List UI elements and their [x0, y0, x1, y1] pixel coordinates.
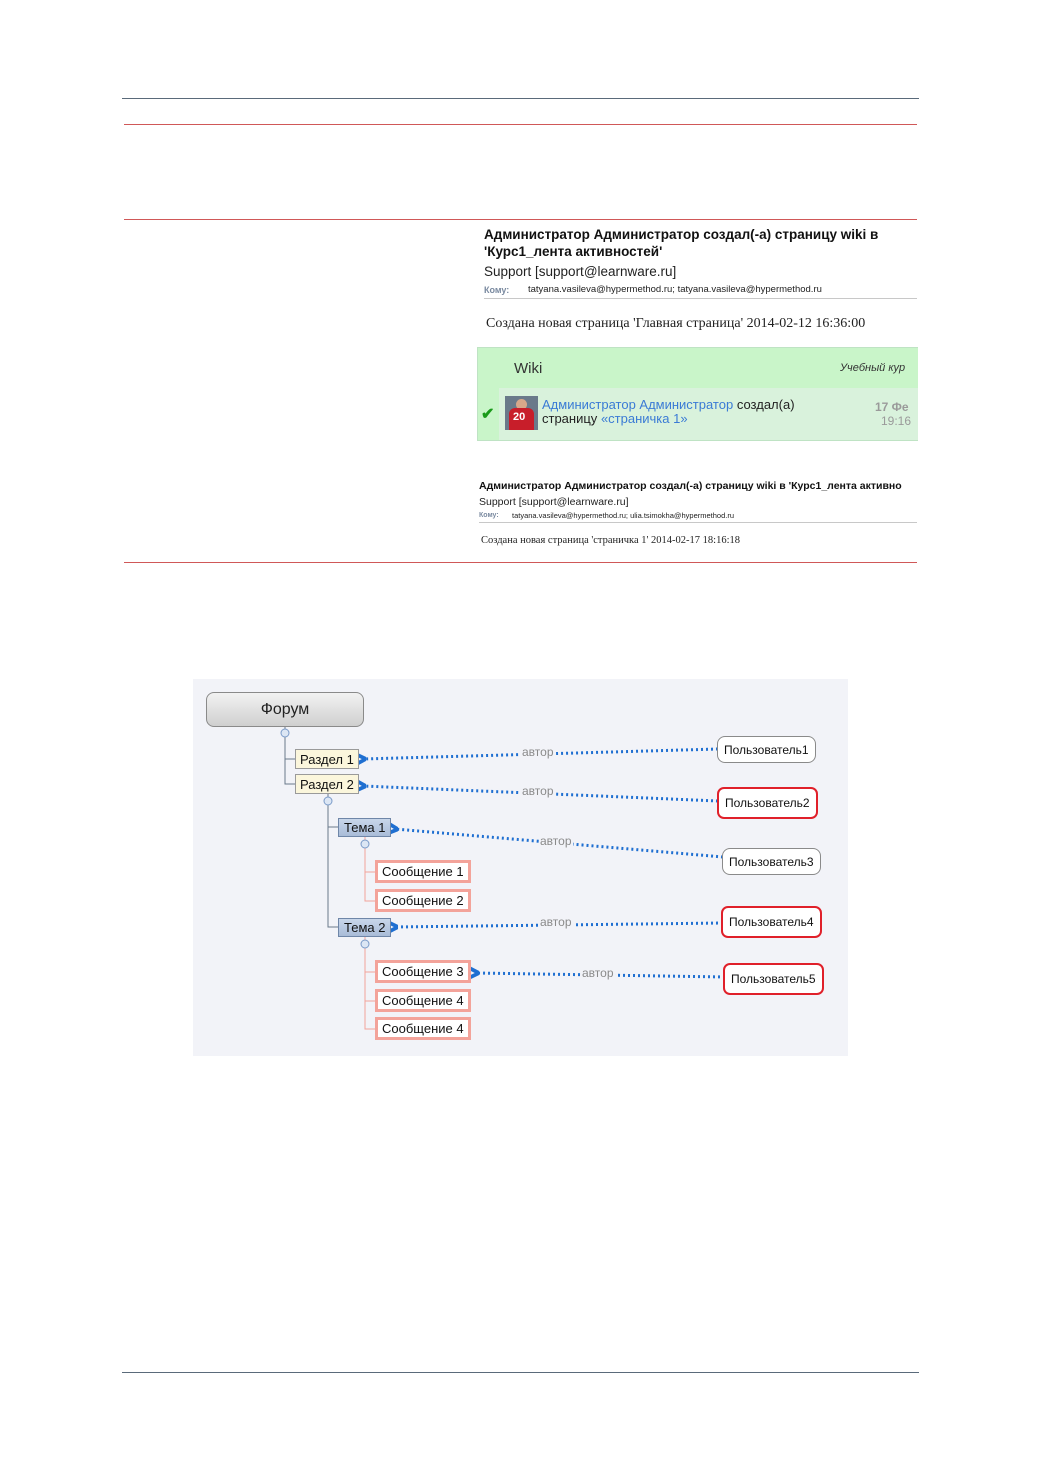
topic-node-1: Тема 1: [338, 818, 391, 837]
wiki-date: 17 Фе: [875, 400, 909, 414]
author-label-2: автор: [522, 784, 554, 798]
wiki-page-prefix: страницу: [542, 411, 598, 426]
email1-divider: [484, 298, 917, 299]
section-node-1: Раздел 1: [295, 749, 359, 769]
user-node-2: Пользователь2: [717, 787, 818, 819]
email2-body: Создана новая страница 'страничка 1' 2014-02-17 18:16:18: [481, 535, 740, 546]
wiki-action-text: создал(а): [736, 397, 795, 412]
header-rule: [122, 98, 919, 99]
user-node-3: Пользователь3: [722, 848, 821, 875]
table-bottom-rule: [124, 562, 917, 563]
user-node-5: Пользователь5: [723, 963, 824, 995]
wiki-card-header: [478, 348, 918, 388]
user-node-1: Пользователь1: [717, 736, 816, 763]
email1-body: Создана новая страница 'Главная страница' 2014-02-12 16:36:00: [486, 316, 866, 331]
forum-root-node: Форум: [206, 692, 364, 727]
user-node-4: Пользователь4: [721, 906, 822, 938]
table-row-rule: [124, 219, 917, 220]
email2-divider: [479, 522, 917, 523]
email2-subject: Администратор Администратор создал(-а) страницу wiki в 'Курс1_лента активно: [479, 480, 902, 492]
message-node-4: Сообщение 4: [375, 989, 471, 1012]
wiki-time: 19:16: [881, 414, 912, 428]
author-label-4: автор: [540, 915, 572, 929]
avatar-number: 20: [513, 411, 526, 423]
wiki-page-link[interactable]: «страничка 1»: [600, 411, 688, 426]
author-label-5: автор: [582, 966, 614, 980]
table-top-rule: [124, 124, 917, 125]
message-node-1: Сообщение 1: [375, 860, 471, 883]
wiki-card-title: Wiki: [514, 360, 543, 377]
wiki-page-line: [542, 411, 688, 426]
forum-diagram: [193, 679, 848, 1056]
section-node-2: Раздел 2: [295, 774, 359, 794]
wiki-actor-link[interactable]: Администратор Администратор: [542, 397, 734, 412]
wiki-actor-line: [542, 397, 795, 412]
checkmark-icon: ✔: [481, 406, 495, 423]
avatar: [505, 396, 538, 430]
message-node-5: Сообщение 4: [375, 1017, 471, 1040]
wiki-card: [477, 347, 918, 441]
email2-to-label: Кому:: [479, 512, 499, 519]
email1-subject: Администратор Администратор создал(-а) страницу wiki в 'Курс1_лента активностей': [484, 227, 879, 259]
email2-from: Support [support@learnware.ru]: [479, 496, 629, 508]
message-node-2: Сообщение 2: [375, 889, 471, 912]
wiki-card-course: Учебный кур: [840, 362, 906, 374]
email1-to: tatyana.vasileva@hypermethod.ru; tatyana.vasileva@hypermethod.ru: [528, 284, 822, 295]
email1-to-label: Кому:: [484, 285, 510, 295]
topic-node-2: Тема 2: [338, 918, 391, 937]
author-label-3: автор: [540, 834, 572, 848]
author-label-1: автор: [522, 745, 554, 759]
email1-from: Support [support@learnware.ru]: [484, 264, 677, 279]
message-node-3: Сообщение 3: [375, 960, 471, 983]
footer-rule: [122, 1372, 919, 1373]
email2-to: tatyana.vasileva@hypermethod.ru; ulia.tsimokha@hypermethod.ru: [512, 511, 735, 520]
